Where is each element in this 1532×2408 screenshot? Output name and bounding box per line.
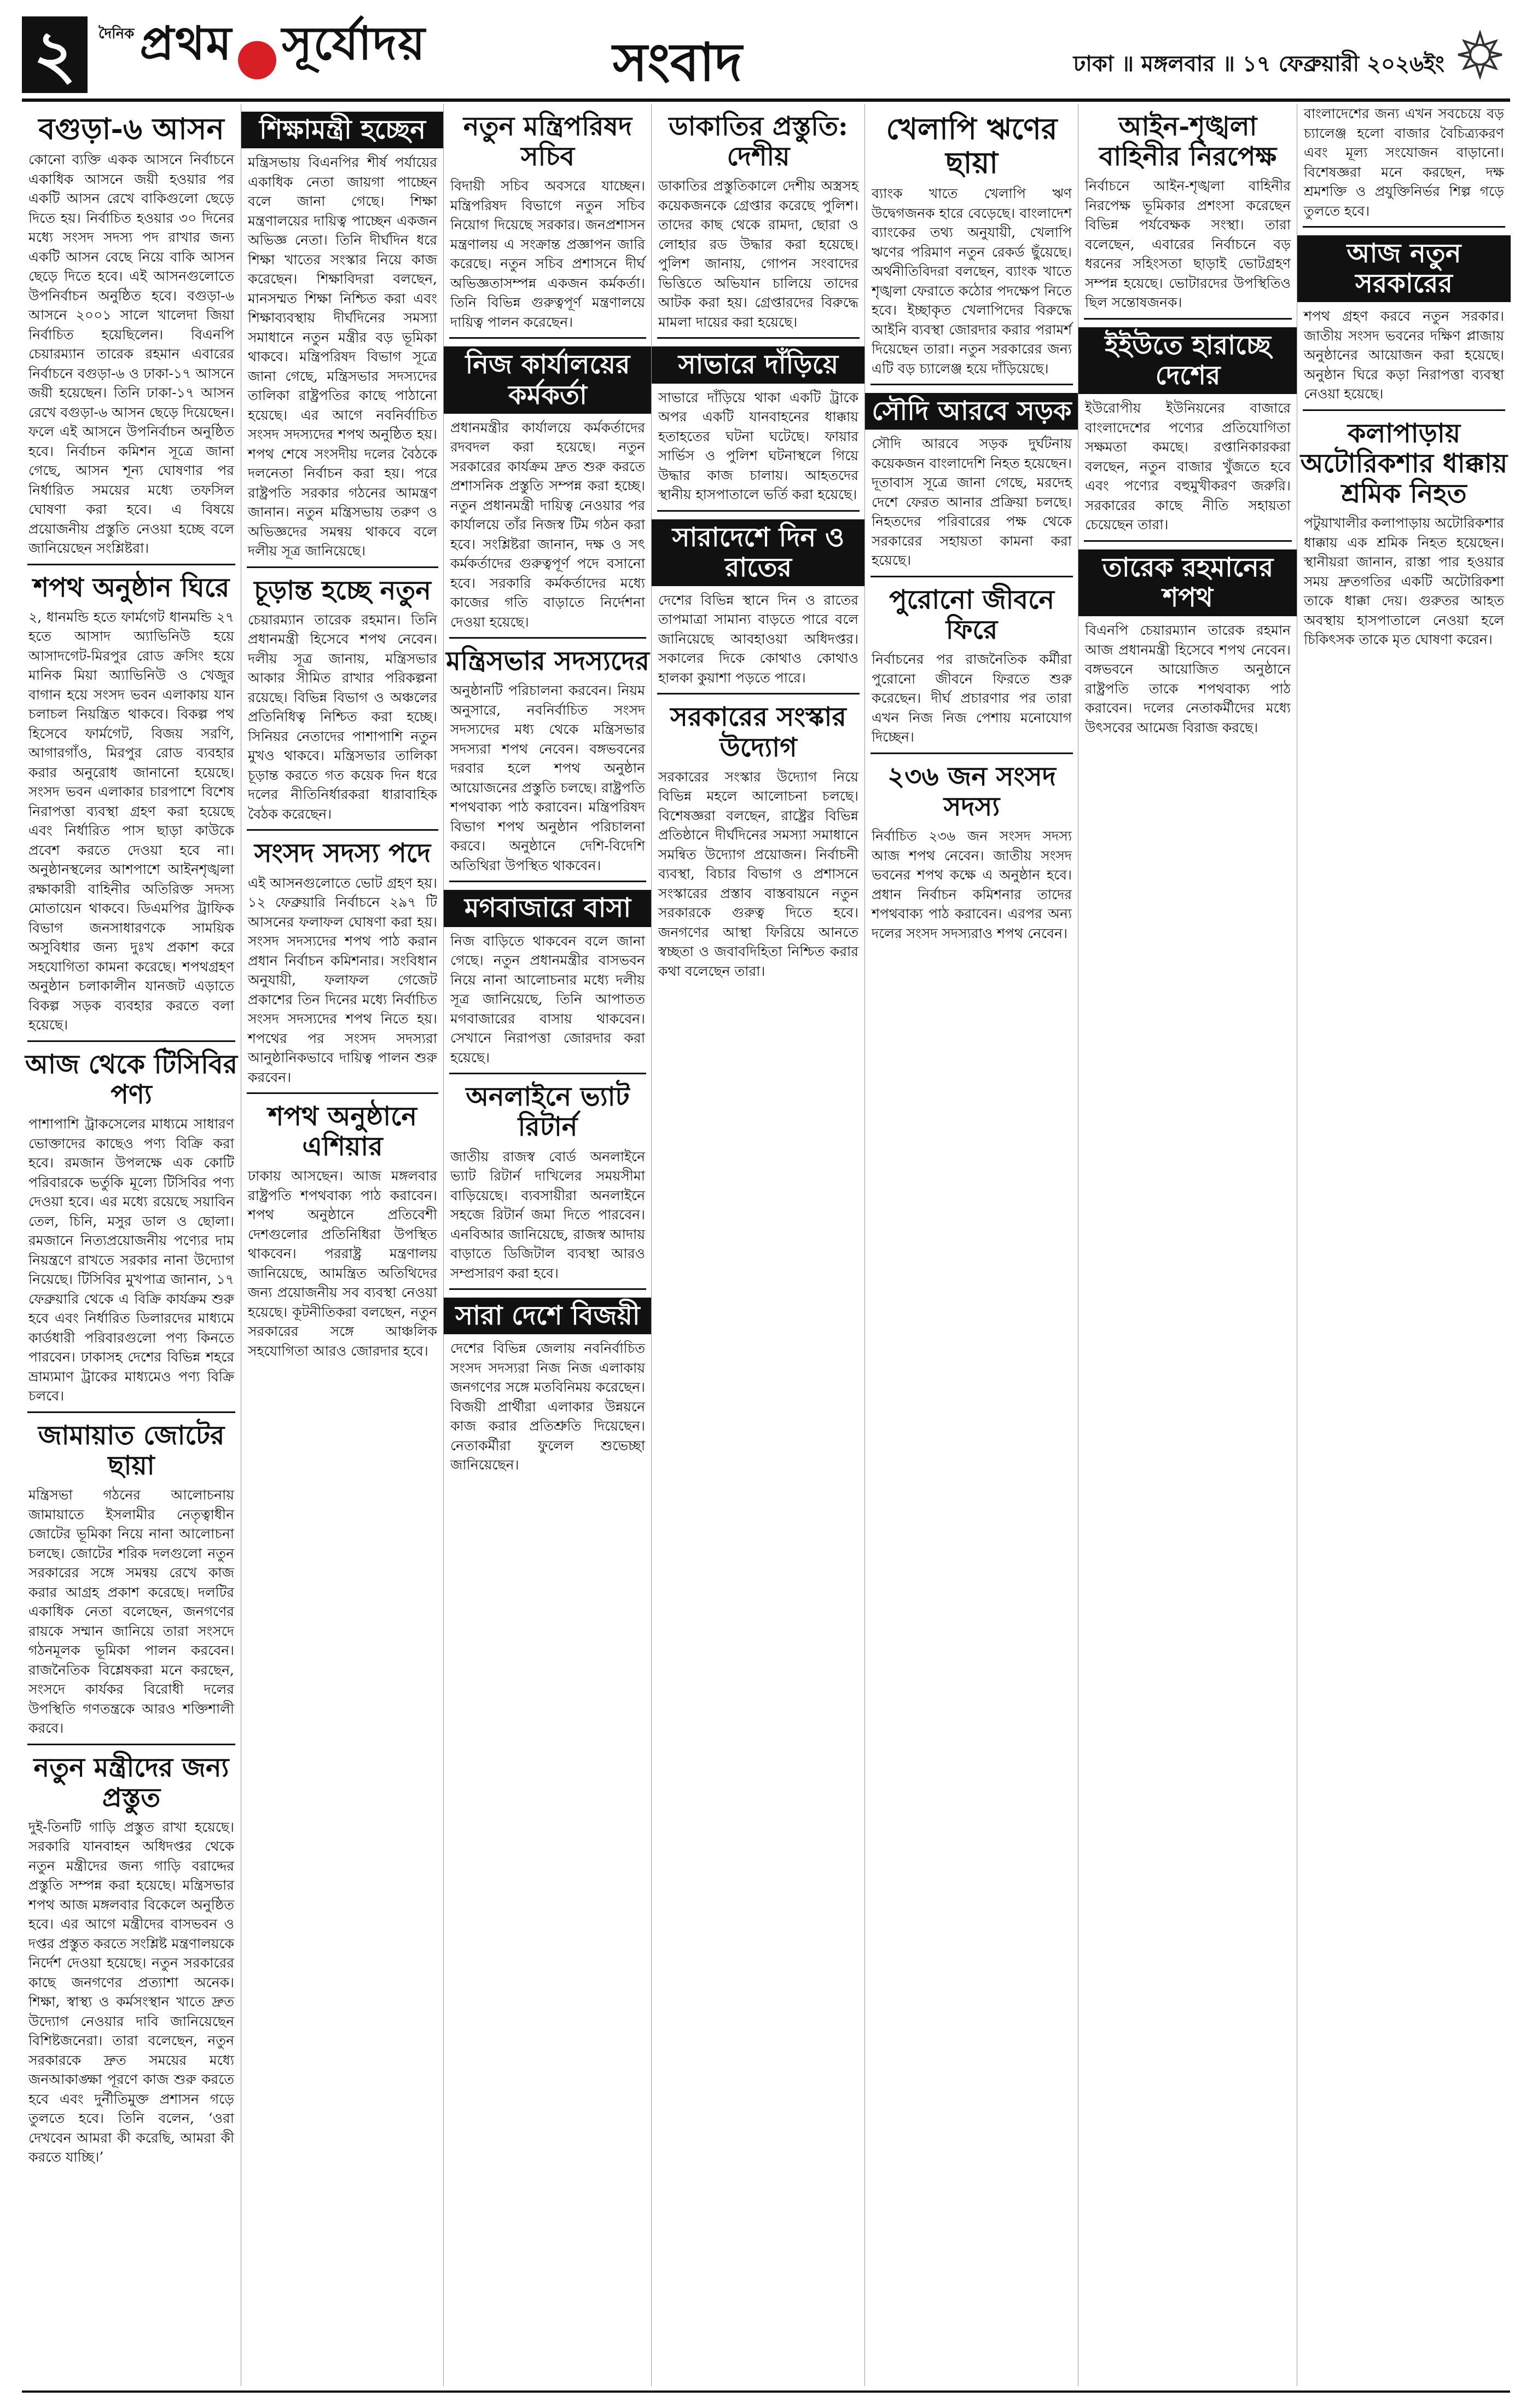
article-headline[interactable]: সারাদেশে দিন ও রাতের [652,519,865,586]
article-divider [27,1411,235,1413]
article-headline[interactable]: নতুন মন্ত্রীদের জন্য প্রস্তুত [33,1752,229,1813]
article [1297,235,1511,411]
article [865,393,1078,577]
article-divider [1084,318,1292,320]
article-body: দেশের বিভিন্ন স্থানে দিন ও রাতের তাপমাত্রা সামান্য বাড়তে পারে বলে জানিয়েছে আবহাওয়া অধিদপ্তর। সকালের দিকে কোথাও কোথাও হালকা কুয়াশা পড়তে পারে। [658,592,858,686]
ornament-icon [1455,30,1505,79]
article [1297,419,1511,650]
article-divider [247,829,438,831]
brand-name-first: প্রথম [140,16,233,70]
article-divider [1084,540,1292,542]
news-column [864,104,1078,2386]
article-body: ইউরোপীয় ইউনিয়নের বাজারে বাংলাদেশের পণ্যের প্রতিযোগিতা সক্ষমতা কমছে। রপ্তানিকারকরা বলছেন, নতুন বাজার খুঁজতে হবে এবং পণ্যের বহুমুখীকরণ জরুরি। সরকারের কাছে নীতি সহায়তা চেয়েছেন তারা। [1085,400,1291,533]
article-headline[interactable]: সংসদ সদস্য পদে [254,838,431,869]
article [444,1298,652,1475]
article [22,573,241,1042]
article [22,1050,241,1413]
article-headline[interactable]: তারেক রহমানের শপথ [1078,549,1297,616]
article-divider [871,752,1073,754]
article-divider [247,1092,438,1094]
article-body: বিদায়ী সচিব অবসরে যাচ্ছেন। মন্ত্রিপরিষদ বিভাগে নতুন সচিব নিয়োগ দিয়েছে সরকার। জনপ্রশাসন মন্ত্রণালয় এ সংক্রান্ত প্রজ্ঞাপন জারি করেছে। নতুন সচিব প্রশাসনে দীর্ঘ অভিজ্ঞতাসম্পন্ন একজন কর্মকর্তা। তিনি বিভিন্ন গুরুত্বপূর্ণ মন্ত্রণালয়ে দায়িত্ব পালন করেছেন। [450,178,645,330]
article [22,1421,241,1745]
section-title: সংবাদ [613,31,742,93]
news-column [241,104,444,2386]
article-divider [27,1040,235,1042]
article-divider [449,1073,646,1074]
article [444,1082,652,1290]
article-body: ঢাকায় আসছেন। আজ মঙ্গলবার রাষ্ট্রপতি শপথবাক্য পাঠ করাবেন। শপথ অনুষ্ঠানে প্রতিবেশী দেশগুলোর প্রতিনিধিরা উপস্থিত থাকবেন। পররাষ্ট্র মন্ত্রণালয় জানিয়েছে, আমন্ত্রিত অতিথিদের জন্য প্রয়োজনীয় সব ব্যবস্থা নেওয়া হয়েছে। কূটনীতিকরা বলছেন, নতুন সরকারের সঙ্গে আঞ্চলিক সহযোগিতা আরও জোরদার হবে। [248,1168,437,1359]
article-headline[interactable]: সাভারে দাঁড়িয়ে [652,346,865,383]
news-column [1297,104,1511,2386]
article-headline[interactable]: ইইউতে হারাচ্ছে দেশের [1078,327,1297,394]
article-headline[interactable]: সৌদি আরবে সড়ক [865,393,1078,430]
news-columns [22,104,1510,2386]
article-body: এই আসনগুলোতে ভোট গ্রহণ হয়। ১২ ফেব্রুয়ারি নির্বাচনে ২৯৭ টি আসনের ফলাফল ঘোষণা করা হয়। সংসদ সদস্যদের শপথ পাঠ করান প্রধান নির্বাচন কমিশনার। সংবিধান অনুযায়ী, ফলাফল গেজেট প্রকাশের তিন দিনের মধ্যে নির্বাচিত সংসদ সদস্যদের শপথ নিতে হয়। শপথের পর সংসদ সদস্যরা আনুষ্ঠানিকভাবে দায়িত্ব পালন শুরু করবেন। [248,875,437,1085]
news-column [443,104,652,2386]
article [1078,112,1297,320]
article-body: সৌদি আরবে সড়ক দুর্ঘটনায় কয়েকজন বাংলাদেশি নিহত হয়েছেন। দূতাবাস সূত্রে জানা গেছে, মরদেহ দেশে ফেরত আনার প্রক্রিয়া চলছে। নিহতদের পরিবারের পক্ষ থেকে সরকারের সহায়তা কামনা করা হয়েছে। [872,436,1072,569]
article [444,346,652,639]
article-headline[interactable]: জামায়াত জোটের ছায়া [38,1420,225,1481]
article-divider [657,510,860,512]
article-body: সরকারের সংস্কার উদ্যোগ নিয়ে বিভিন্ন মহলে আলোচনা চলছে। বিশেষজ্ঞরা বলছেন, রাষ্ট্রের বিভিন্ন প্রতিষ্ঠানে দীর্ঘদিনের সমস্যা সমাধানে সমন্বিত উদ্যোগ প্রয়োজন। নির্বাচনী ব্যবস্থা, বিচার বিভাগ ও প্রশাসনে সংস্কারের প্রস্তাব বাস্তবায়নে নতুন সরকারকে গুরুত্ব দিতে হবে। জনগণের আস্থা ফিরিয়ে আনতে স্বচ্ছতা ও জবাবদিহিতা নিশ্চিত করার কথা বলেছেন তারা। [658,768,858,979]
article-headline[interactable]: নতুন মন্ত্রিপরিষদ সচিব [463,111,632,172]
article-body: অনুষ্ঠানটি পরিচালনা করবেন। নিয়ম অনুসারে, নবনির্বাচিত সংসদ সদস্যদের মধ্য থেকে মন্ত্রিসভার সদস্যরা শপথ নেবেন। বঙ্গভবনের দরবার হলে শপথ অনুষ্ঠান আয়োজনের প্রস্তুতি চলছে। রাষ্ট্রপতি শপথবাক্য পাঠ করাবেন। মন্ত্রিপরিষদ বিভাগ শপথ অনুষ্ঠান পরিচালনা করবে। অনুষ্ঠানে দেশি-বিদেশি অতিথিরা উপস্থিত থাকবেন। [450,682,645,873]
article-headline[interactable]: মগবাজারে বাসা [444,890,652,927]
article-body: মন্ত্রিসভা গঠনের আলোচনায় জামায়াতে ইসলামীর নেতৃত্বাধীন জোটের ভূমিকা নিয়ে নানা আলোচনা চলছে। জোটের শরিক দলগুলো নতুন সরকারের সঙ্গে সমন্বয় রেখে কাজ করার আগ্রহ প্রকাশ করেছে। দলটির একাধিক নেতা বলেছেন, জনগণের রায়কে সম্মান জানিয়ে তারা সংসদে গঠনমূলক ভূমিকা পালন করবেন। রাজনৈতিক বিশ্লেষকরা মনে করছেন, সংসদে কার্যকর বিরোধী দলের উপস্থিতি গণতন্ত্রকে আরও শক্তিশালী করবে। [28,1487,234,1736]
article-headline[interactable]: অনলাইনে ভ্যাট রিটার্ন [466,1081,630,1143]
article [241,576,444,831]
article-divider [657,337,860,339]
article-body: ডাকাতির প্রস্তুতিকালে দেশীয় অস্ত্রসহ কয়েকজনকে গ্রেপ্তার করেছে পুলিশ। তাদের কাছ থেকে রামদা, ছোরা ও লোহার রড উদ্ধার করা হয়েছে। পুলিশ জানায়, গোপন সংবাদের ভিত্তিতে অভিযান চালিয়ে তাদের আটক করা হয়। গ্রেপ্তারদের বিরুদ্ধে মামলা দায়ের করা হয়েছে। [658,178,858,330]
article-body: পাশাপাশি ট্রাকসেলের মাধ্যমে সাধারণ ভোক্তাদের কাছেও পণ্য বিক্রি করা হবে। রমজান উপলক্ষে এক কোটি পরিবারকে ভর্তুকি মূল্যে টিসিবির পণ্য দেওয়া হবে। এর মধ্যে রয়েছে সয়াবিন তেল, চিনি, মসুর ডাল ও ছোলা। রমজানে নিত্যপ্রয়োজনীয় পণ্যের দাম নিয়ন্ত্রণে রাখতে সরকার নানা উদ্যোগ নিয়েছে। টিসিবির মুখপাত্র জানান, ১৭ ফেব্রুয়ারি থেকে এ বিক্রি কার্যক্রম শুরু হবে এবং নির্ধারিত ডিলারদের মাধ্যমে কার্ডধারী পরিবারগুলো পণ্য কিনতে পারবেন। ঢাকাসহ দেশের বিভিন্ন শহরে ভ্রাম্যমাণ ট্রাকের মাধ্যমেও পণ্য বিক্রি চলবে। [28,1116,234,1404]
article-body: প্রধানমন্ত্রীর কার্যালয়ে কর্মকর্তাদের রদবদল করা হয়েছে। নতুন সরকারের কার্যক্রম দ্রুত শুরু করতে প্রশাসনিক প্রস্তুতি সম্পন্ন করা হচ্ছে। নতুন প্রধানমন্ত্রী দায়িত্ব নেওয়ার পর কার্যালয়ে তাঁর নিজস্ব টিম গঠন করা হবে। সংশ্লিষ্টরা জানান, দক্ষ ও সৎ কর্মকর্তাদের গুরুত্বপূর্ণ পদে বসানো হবে। সরকারি কর্মকর্তাদের মধ্যে কাজের গতি বাড়াতে নির্দেশনা দেওয়া হয়েছে। [450,419,645,630]
article-divider [449,881,646,882]
article-headline[interactable]: মন্ত্রিসভার সদস্যদের [446,646,649,677]
article-body: নির্বাচনে আইন-শৃঙ্খলা বাহিনীর নিরপেক্ষ ভূমিকার প্রশংসা করেছেন বিভিন্ন পর্যবেক্ষক সংস্থা। তারা বলেছেন, এবারের নির্বাচনে বড় ধরনের সহিংসতা ছাড়াই ভোটগ্রহণ সম্পন্ন হয়েছে। ভোটারদের উপস্থিতিও ছিল সন্তোষজনক। [1085,178,1291,311]
article-headline[interactable]: নিজ কার্যালয়ের কর্মকর্তা [444,346,652,413]
article [444,890,652,1074]
newspaper-logo [98,16,426,85]
article-headline[interactable]: আজ নতুন সরকারের [1297,235,1511,302]
article [652,519,865,695]
article [652,112,865,339]
article [22,1753,241,2167]
article [865,112,1078,385]
article [1297,104,1511,228]
article-divider [247,566,438,568]
article-headline[interactable]: বগুড়া-৬ আসন [38,111,224,146]
article-body: নির্বাচিত ২৩৬ জন সংসদ সদস্য আজ শপথ নেবেন। জাতীয় সংসদ ভবনের শপথ কক্ষে এ অনুষ্ঠান হবে। প্রধান নির্বাচন কমিশনার তাদের শপথবাক্য পাঠ করাবেন। এরপর অন্য দলের সংসদ সদস্যরাও শপথ নেবেন। [872,828,1072,941]
article-body: নির্বাচনের পর রাজনৈতিক কর্মীরা পুরোনো জীবনে ফিরতে শুরু করেছেন। দীর্ঘ প্রচারণার পর তারা এখন নিজ নিজ পেশায় মনোযোগ দিচ্ছেন। [872,651,1072,745]
article-body: ব্যাংক খাতে খেলাপি ঋণ উদ্বেগজনক হারে বেড়েছে। বাংলাদেশ ব্যাংকের তথ্য অনুযায়ী, খেলাপি ঋণের পরিমাণ নতুন রেকর্ড ছুঁয়েছে। অর্থনীতিবিদরা বলছেন, ব্যাংক খাতে শৃঙ্খলা ফেরাতে কঠোর পদক্ষেপ নিতে হবে। ইচ্ছাকৃত খেলাপিদের বিরুদ্ধে আইনি ব্যবস্থা জোরদার করার পরামর্শ দিয়েছেন তারা। নতুন সরকারের জন্য এটি বড় চ্যালেঞ্জ হয়ে দাঁড়িয়েছে। [872,186,1072,377]
article-body: দুই-তিনটি গাড়ি প্রস্তুত রাখা হয়েছে। সরকারি যানবাহন অধিদপ্তর থেকে নতুন মন্ত্রীদের জন্য গাড়ি বরাদ্দের প্রস্তুতি সম্পন্ন করা হয়েছে। মন্ত্রিসভার শপথ আজ মঙ্গলবার বিকেলে অনুষ্ঠিত হবে। এর আগে মন্ত্রীদের বাসভবন ও দপ্তর প্রস্তুত করতে সংশ্লিষ্ট মন্ত্রণালয়কে নির্দেশ দেওয়া হয়েছে। নতুন সরকারের কাছে জনগণের প্রত্যাশা অনেক। শিক্ষা, স্বাস্থ্য ও কর্মসংস্থান খাতে দ্রুত উদ্যোগ নেওয়ার দাবি জানিয়েছেন বিশিষ্টজনেরা। তারা বলেছেন, নতুন সরকারকে দ্রুত সময়ের মধ্যে জনআকাঙ্ক্ষা পূরণে কাজ শুরু করতে হবে এবং দুর্নীতিমুক্ত প্রশাসন গড়ে তুলতে হবে। তিনি বলেন, ‘ওরা দেখবেন আমরা কী করেছি, আমরা কী করতে যাচ্ছি।’ [28,1819,234,2166]
article-body: কোনো ব্যক্তি একক আসনে নির্বাচনে একাধিক আসনে জয়ী হওয়ার পর একটি আসন রেখে বাকিগুলো ছেড়ে দিতে হয়। নির্বাচিত হওয়ার ৩০ দিনের মধ্যে সংসদ সদস্য পদ রাখার জন্য একটি আসন বেছে নিয়ে বাকি আসন ছেড়ে দিতে হবে। এই আসনগুলোতে উপনির্বাচন অনুষ্ঠিত হবে। বগুড়া-৬ আসনে ২০০১ সালে খালেদা জিয়া নির্বাচিত হয়েছিলেন। বিএনপি চেয়ারম্যান তারেক রহমান এবারের নির্বাচনে বগুড়া-৬ ও ঢাকা-১৭ আসনে জয়ী হয়েছেন। তিনি ঢাকা-১৭ আসন রেখে বগুড়া-৬ আসন ছেড়ে দিয়েছেন। ফলে এই আসনে উপনির্বাচন অনুষ্ঠিত হবে। নির্বাচন কমিশন সূত্রে জানা গেছে, আসন শূন্য ঘোষণার পর নির্ধারিত সময়ের মধ্যে তফসিল ঘোষণা করা হবে। এ বিষয়ে প্রয়োজনীয় প্রস্তুতি নেওয়া হচ্ছে বলে জানিয়েছেন সংশ্লিষ্টরা। [28,152,234,557]
article-headline[interactable]: ২৩৬ জন সংসদ সদস্য [887,761,1056,822]
article [444,112,652,339]
article-headline[interactable]: পুরোনো জীবনে ফিরে [889,584,1055,646]
article [865,762,1078,943]
article-body: বাংলাদেশের জন্য এখন সবচেয়ে বড় চ্যালেঞ্জ হলো বাজার বৈচিত্র্যকরণ এবং মূল্য সংযোজন বাড়ানো। বিশেষজ্ঞরা মনে করছেন, দক্ষ শ্রমশক্তি ও প্রযুক্তিনির্ভর শিল্প গড়ে তুলতে হবে। [1304,106,1504,219]
sun-icon [238,41,276,79]
article-headline[interactable]: সরকারের সংস্কার উদ্যোগ [670,702,846,763]
article [1078,327,1297,542]
article-divider [449,337,646,339]
article-divider [449,637,646,639]
article-body: সাভারে দাঁড়িয়ে থাকা একটি ট্রাকে অপর একটি যানবাহনের ধাক্কায় হতাহতের ঘটনা ঘটেছে। ফায়ার সার্ভিস ও পুলিশ ঘটনাস্থলে গিয়ে উদ্ধার কাজ চালায়। আহতদের স্থানীয় হাসপাতালে ভর্তি করা হয়েছে। [658,389,858,503]
article-body: ২, ধানমন্ডি হতে ফার্মগেট ধানমন্ডি ২৭ হতে আসাদ অ্যাভিনিউ হয়ে আসাদগেট-মিরপুর রোড ক্রসিং হয়ে মানিক মিয়া অ্যাভিনিউ ও খেজুর বাগান হয়ে সংসদ ভবন এলাকায় যান চলাচল নিয়ন্ত্রিত থাকবে। বিকল্প পথ হিসেবে ফার্মগেট, বিজয় সরণি, আগারগাঁও, মিরপুর রোড ব্যবহার করার অনুরোধ জানানো হয়েছে। সংসদ ভবন এলাকার চারপাশে বিশেষ নিরাপত্তা ব্যবস্থা গ্রহণ করা হয়েছে এবং নির্ধারিত পাস ছাড়া কাউকে প্রবেশ করতে দেওয়া হবে না। অনুষ্ঠানস্থলের আশপাশে আইনশৃঙ্খলা রক্ষাকারী বাহিনীর অতিরিক্ত সদস্য মোতায়েন থাকবে। ডিএমপির ট্রাফিক বিভাগ জনসাধারণকে সাময়িক অসুবিধার জন্য দুঃখ প্রকাশ করে সহযোগিতা কামনা করেছে। শপথগ্রহণ অনুষ্ঠান চলাকালীন যানজট এড়াতে বিকল্প সড়ক ব্যবহার করতে বলা হয়েছে। [28,609,234,1033]
article-headline[interactable]: আজ থেকে টিসিবির পণ্য [25,1049,237,1110]
article-headline[interactable]: খেলাপি ঋণের ছায়া [886,111,1058,181]
article-divider [657,693,860,694]
article-headline[interactable]: শিক্ষামন্ত্রী হচ্ছেন [241,112,444,148]
article-headline[interactable]: চূড়ান্ত হচ্ছে নতুন [254,575,431,606]
article-headline[interactable]: শপথ অনুষ্ঠানে এশিয়ার [268,1101,417,1162]
article [444,646,652,882]
bottom-rule [22,2390,1510,2393]
article-body: দেশের বিভিন্ন জেলায় নবনির্বাচিত সংসদ সদস্যরা নিজ নিজ এলাকায় জনগণের সঙ্গে মতবিনিময় করেছেন। বিজয়ী প্রার্থীরা এলাকার উন্নয়নে কাজ করার প্রতিশ্রুতি দিয়েছেন। নেতাকর্মীরা ফুলেল শুভেচ্ছা জানিয়েছেন। [450,1340,645,1473]
article [652,702,865,981]
article-headline[interactable]: সারা দেশে বিজয়ী [444,1298,652,1334]
article-divider [871,384,1073,385]
article-headline[interactable]: ডাকাতির প্রস্তুতি: দেশীয় [669,111,848,172]
article [652,346,865,511]
page-number: ২ [22,16,88,93]
brand-name-second: সূর্যোদয় [282,16,426,70]
article-body: বিএনপি চেয়ারম্যান তারেক রহমান আজ প্রধানমন্ত্রী হিসেবে শপথ নেবেন। বঙ্গভবনে আয়োজিত অনুষ্ঠানে রাষ্ট্রপতি তাকে শপথবাক্য পাঠ করাবেন। দলের নেতাকর্মীদের মধ্যে উৎসবের আমেজ বিরাজ করছে। [1085,622,1291,736]
article [241,112,444,568]
article-headline[interactable]: কলাপাড়ায় অটোরিকশার ধাক্কায় শ্রমিক নিহত [1300,418,1508,510]
article-divider [449,1288,646,1290]
article [241,838,444,1094]
article-divider [1303,226,1505,228]
article-divider [27,1744,235,1745]
masthead [22,16,1510,102]
article-headline[interactable]: শপথ অনুষ্ঠান ঘিরে [33,572,230,603]
article-body: জাতীয় রাজস্ব বোর্ড অনলাইনে ভ্যাট রিটার্ন দাখিলের সময়সীমা বাড়িয়েছে। ব্যবসায়ীরা অনলাইনে সহজে রিটার্ন জমা দিতে পারবেন। এনবিআর জানিয়েছে, রাজস্ব আদায় বাড়াতে ডিজিটাল ব্যবস্থা আরও সম্প্রসারণ করা হবে। [450,1148,645,1281]
article-body: পটুয়াখালীর কলাপাড়ায় অটোরিকশার ধাক্কায় এক শ্রমিক নিহত হয়েছেন। স্থানীয়রা জানান, রাস্তা পার হওয়ার সময় দ্রুতগতির একটি অটোরিকশা তাকে ধাক্কা দেয়। গুরুতর আহত অবস্থায় হাসপাতালে নেওয়া হলে চিকিৎসক তাকে মৃত ঘোষণা করেন। [1304,515,1504,648]
article-body: শপথ গ্রহণ করবে নতুন সরকার। জাতীয় সংসদ ভবনের দক্ষিণ প্লাজায় অনুষ্ঠানের আয়োজন করা হয়েছে। অনুষ্ঠান ঘিরে কড়া নিরাপত্তা ব্যবস্থা নেওয়া হয়েছে। [1304,308,1504,402]
article-headline[interactable]: আইন-শৃঙ্খলা বাহিনীর নিরপেক্ষ [1099,111,1277,172]
article [22,112,241,565]
article-divider [871,576,1073,577]
article-body: চেয়ারম্যান তারেক রহমান। তিনি প্রধানমন্ত্রী হিসেবে শপথ নেবেন। দলীয় সূত্র জানায়, মন্ত্রিসভার আকার সীমিত রাখার পরিকল্পনা রয়েছে। বিভিন্ন বিভাগ ও অঞ্চলের প্রতিনিধিত্ব নিশ্চিত করা হচ্ছে। সিনিয়র নেতাদের পাশাপাশি নতুন মুখও থাকবে। মন্ত্রিসভার তালিকা চূড়ান্ত করতে গত কয়েক দিন ধরে দলের নীতিনির্ধারকরা ধারাবাহিক বৈঠক করেছেন। [248,611,437,822]
article-divider [1303,409,1505,411]
news-column [651,104,865,2386]
dateline: ঢাকা ॥ মঙ্গলবার ॥ ১৭ ফেব্রুয়ারী ২০২৬ইং [1073,51,1444,77]
news-column [1078,104,1297,2386]
article [1078,549,1297,737]
article [865,585,1078,754]
article-body: মন্ত্রিসভায় বিএনপির শীর্ষ পর্যায়ের একাধিক নেতা জায়গা পাচ্ছেন বলে জানা গেছে। শিক্ষা মন্ত্রণালয়ের দায়িত্ব পাচ্ছেন একজন অভিজ্ঞ নেতা। তিনি দীর্ঘদিন ধরে শিক্ষা খাতের সংস্কার নিয়ে কাজ করেছেন। শিক্ষাবিদরা বলছেন, মানসম্মত শিক্ষা নিশ্চিত করা এবং শিক্ষাব্যবস্থায় দীর্ঘদিনের সমস্যা সমাধানে নতুন মন্ত্রীর বড় ভূমিকা থাকবে। মন্ত্রিপরিষদ বিভাগ সূত্রে জানা গেছে, মন্ত্রিসভার সদস্যদের তালিকা রাষ্ট্রপতির কাছে পাঠানো হয়েছে। এর আগে নবনির্বাচিত সংসদ সদস্যদের শপথ অনুষ্ঠিত হয়। শপথ শেষে সংসদীয় দলের বৈঠকে দলনেতা নির্বাচন করা হয়। পরে রাষ্ট্রপতি সরকার গঠনের আমন্ত্রণ জানান। নতুন মন্ত্রিসভায় তরুণ ও অভিজ্ঞদের সমন্বয় থাকবে বলে দলীয় সূত্র জানিয়েছে। [248,154,437,559]
brand-prefix: দৈনিক [98,26,135,42]
article-body: নিজ বাড়িতে থাকবেন বলে জানা গেছে। নতুন প্রধানমন্ত্রীর বাসভবন নিয়ে নানা আলোচনার মধ্যে দলীয় সূত্র জানিয়েছে, তিনি আপাতত মগবাজারের বাসায় থাকবেন। সেখানে নিরাপত্তা জোরদার করা হয়েছে। [450,933,645,1066]
article [241,1102,444,1361]
article-divider [27,564,235,565]
news-column [22,104,241,2386]
